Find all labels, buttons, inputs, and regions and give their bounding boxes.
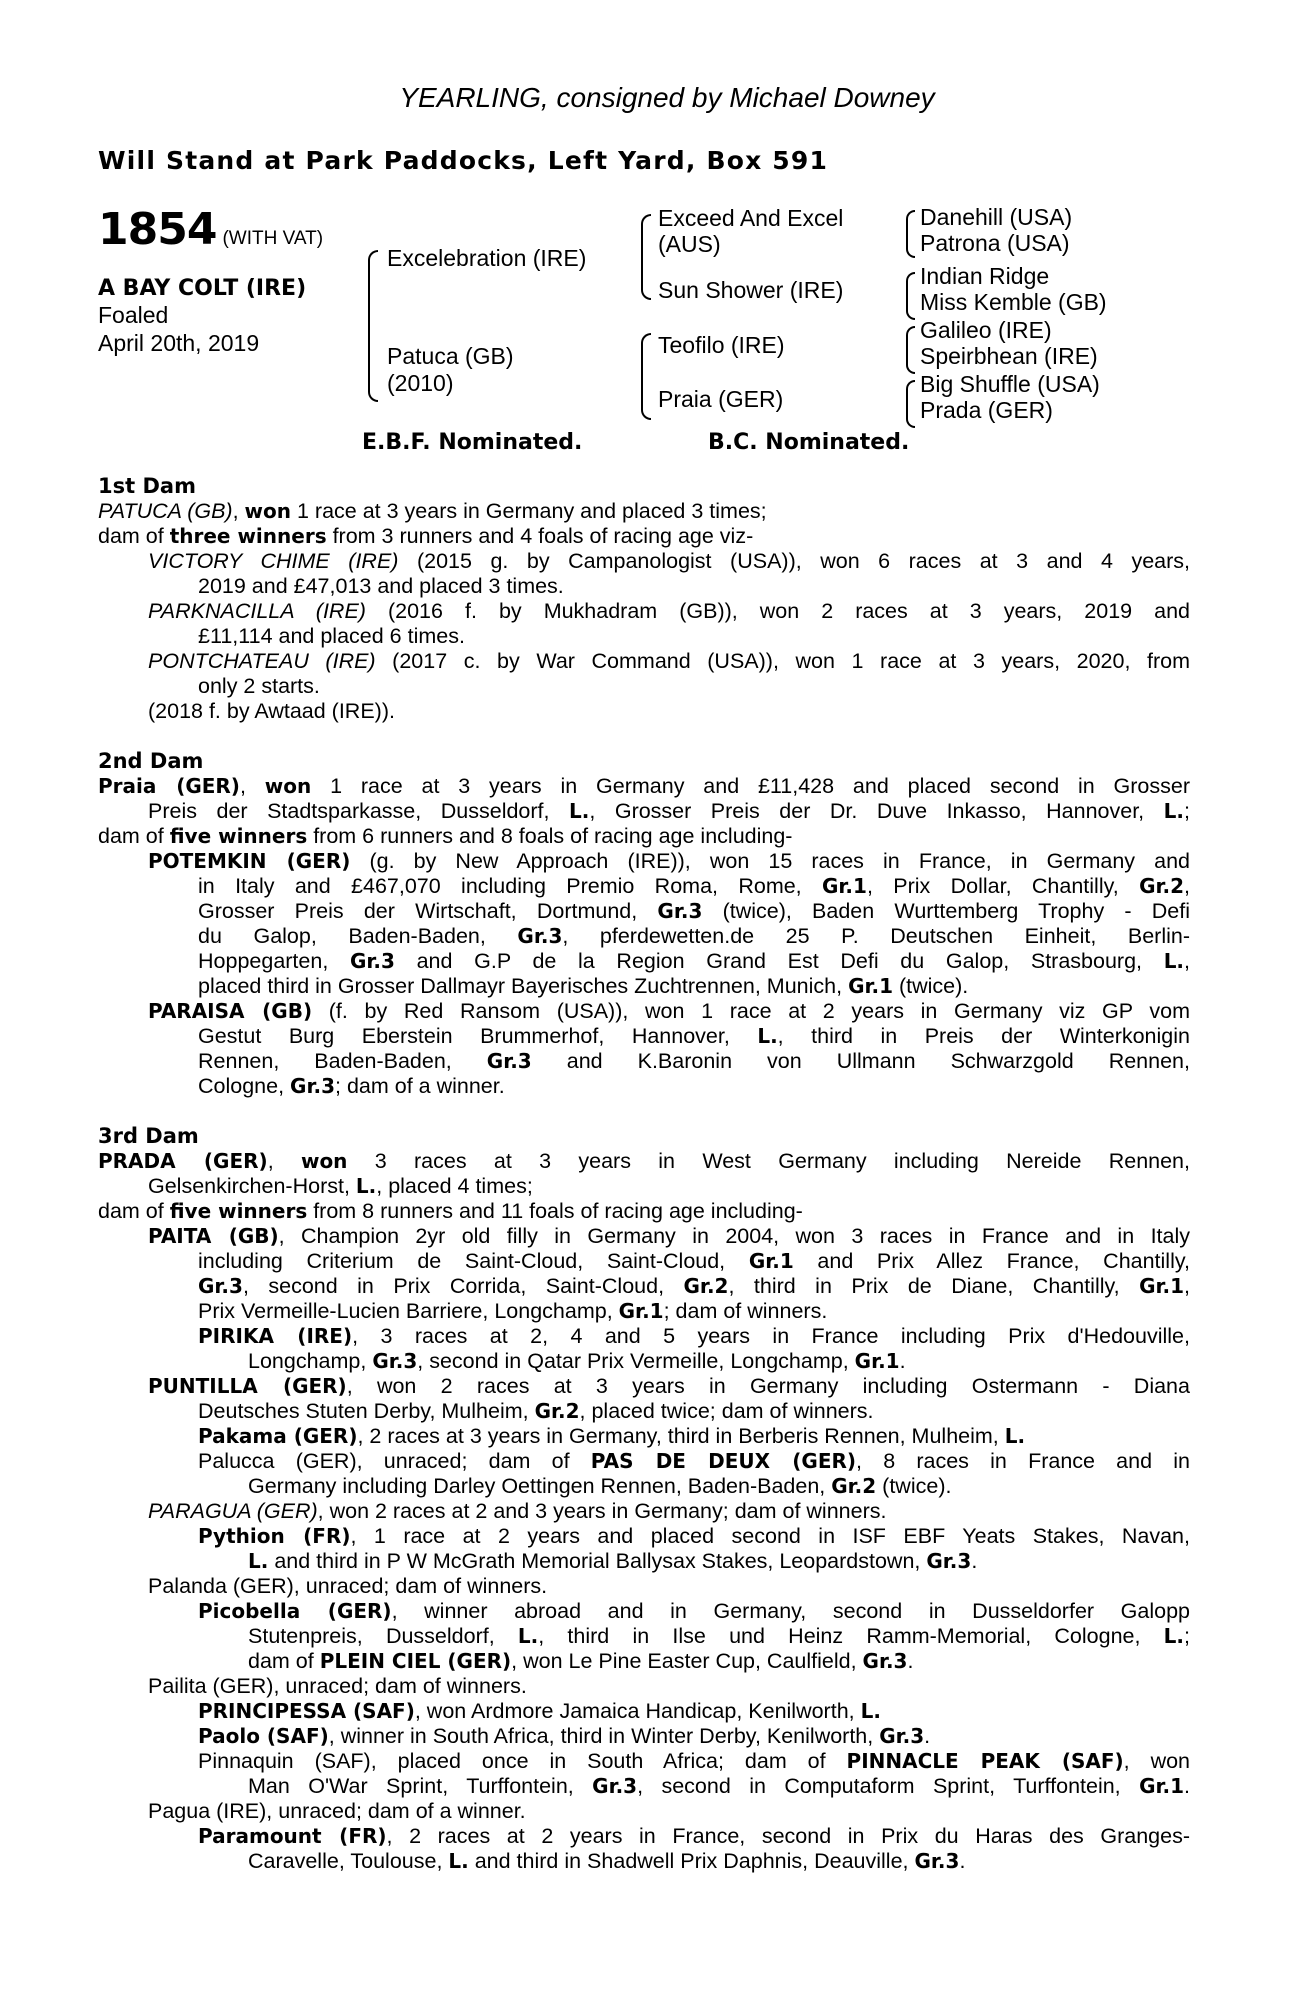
text: Gestut Burg Eberstein Brummerhof, Hannover, [198, 1024, 758, 1048]
record-line [98, 1474, 1190, 1499]
text: Pailita (GER), unraced; dam of winners. [148, 1674, 527, 1698]
text: , placed twice; dam of winners. [579, 1399, 874, 1423]
text: Gelsenkirchen-Horst, [148, 1174, 356, 1198]
text: including Criterium de Saint-Cloud, Saint-Cloud, [198, 1249, 749, 1273]
text: , placed 4 times; [376, 1174, 533, 1198]
record-line [98, 1249, 1190, 1274]
record-line [98, 1674, 1190, 1699]
record-line [98, 1224, 1190, 1249]
bold-text: PINNACLE PEAK (SAF) [846, 1749, 1124, 1773]
text: (2017 c. by War Command (USA)), won 1 race at 3 years, 2020, from [375, 649, 1190, 673]
text: (2018 f. by Awtaad (IRE)). [148, 699, 395, 723]
text: dam of [248, 1649, 320, 1673]
record-line [98, 949, 1190, 974]
third-dam-section [98, 1124, 1190, 1874]
pedigree-sire-dam: Sun Shower (IRE) [658, 277, 844, 303]
text: ; dam of a winner. [335, 1074, 505, 1098]
text: . [907, 1649, 914, 1673]
text: . [1184, 1774, 1190, 1798]
bold-text: Gr.3 [592, 1774, 638, 1798]
vat-note: (WITH VAT) [222, 228, 324, 249]
bold-text: Gr.3 [657, 899, 703, 923]
text: Prix Vermeille-Lucien Barriere, Longchamp, [198, 1299, 619, 1323]
text: Rennen, Baden-Baden, [198, 1049, 487, 1073]
record-line [98, 1074, 1190, 1099]
bold-text: Gr.1 [1139, 1774, 1185, 1798]
text: dam of [98, 824, 170, 848]
record-line [98, 1774, 1190, 1799]
dam-record-body [98, 474, 1190, 1899]
bold-text: three winners [169, 524, 327, 548]
record-line [98, 824, 1190, 849]
record-line [98, 1324, 1190, 1349]
italic-text: PARAGUA (GER) [148, 1499, 318, 1523]
text: ; dam of winners. [663, 1299, 828, 1323]
text: (g. by New Approach (IRE)), won 15 races in France, in Germany and [350, 849, 1190, 873]
text: in Italy and £467,070 including Premio Roma, Rome, [198, 874, 822, 898]
pedigree-g3-3: Indian Ridge [920, 263, 1050, 289]
lot-number: 1854 [98, 204, 217, 255]
text: Caravelle, Toulouse, [248, 1849, 449, 1873]
first-dam-heading: 1st Dam [98, 474, 196, 498]
bold-text: Praia (GER) [98, 774, 240, 798]
text: Pinnaquin (SAF), placed once in South Africa; dam of [198, 1749, 847, 1773]
bold-text: Paolo (SAF) [198, 1724, 329, 1748]
text: , Champion 2yr old filly in Germany in 2004, won 3 races in France and in Italy [278, 1224, 1190, 1248]
text: £11,114 and placed 6 times. [198, 624, 465, 648]
pedigree-bracket-g3-1 [906, 210, 915, 258]
pedigree-g3-7: Big Shuffle (USA) [920, 371, 1100, 397]
record-line [98, 1724, 1190, 1749]
text: . [924, 1724, 931, 1748]
italic-text: VICTORY CHIME (IRE) [148, 549, 399, 573]
pedigree-dam-year: (2010) [387, 370, 454, 396]
lot-number-line [98, 204, 323, 255]
record-line [98, 1649, 1190, 1674]
record-line [98, 774, 1190, 799]
record-line [98, 924, 1190, 949]
bold-text: L. [517, 1624, 539, 1648]
italic-text: PONTCHATEAU (IRE) [148, 649, 376, 673]
bold-text: Gr.2 [831, 1474, 877, 1498]
record-line [98, 1499, 1190, 1524]
record-line [98, 1024, 1190, 1049]
record-line [98, 1799, 1190, 1824]
second-dam-lines [98, 774, 1190, 1099]
text: Cologne, [198, 1074, 291, 1098]
record-line [98, 699, 1190, 724]
first-dam-section [98, 474, 1190, 724]
text: from 6 runners and 8 foals of racing age including- [307, 824, 793, 848]
pedigree-sire-sire: Exceed And Excel [658, 205, 844, 231]
record-line [98, 899, 1190, 924]
pedigree-bracket-sire-dam [368, 250, 378, 402]
text: ; [1184, 1624, 1190, 1648]
text: 1 race at 3 years in Germany and £11,428 and placed second in Grosser [311, 774, 1190, 798]
text: and G.P de la Region Grand Est Defi du Galop, Strasbourg, [394, 949, 1164, 973]
third-dam-heading: 3rd Dam [98, 1124, 199, 1148]
record-line [98, 1524, 1190, 1549]
record-line [98, 649, 1190, 674]
text: Longchamp, [248, 1349, 373, 1373]
text: from 3 runners and 4 foals of racing age viz- [326, 524, 754, 548]
text: . [959, 1849, 966, 1873]
text: , [232, 499, 245, 523]
pedigree-g3-1: Danehill (USA) [920, 204, 1073, 230]
bold-text: five winners [169, 824, 308, 848]
ebf-nominated: E.B.F. Nominated. [362, 430, 583, 455]
text: Germany including Darley Oettingen Rennen, Baden-Baden, [248, 1474, 832, 1498]
pedigree-g3-4: Miss Kemble (GB) [920, 289, 1107, 315]
bold-text: five winners [169, 1199, 308, 1223]
record-line [98, 1624, 1190, 1649]
text: , 3 races at 2, 4 and 5 years in France including Prix d'Hedouville, [352, 1324, 1190, 1348]
text: from 8 runners and 11 foals of racing age including- [307, 1199, 803, 1223]
pedigree-bracket-g3-3 [906, 326, 915, 374]
text: , 2 races at 3 years in Germany, third in Berberis Rennen, Mulheim, [357, 1424, 1005, 1448]
text: , [1184, 874, 1190, 898]
text: and Prix Allez France, Chantilly, [793, 1249, 1190, 1273]
bold-text: L. [355, 1174, 377, 1198]
bold-text: L. [569, 799, 590, 823]
text: (twice). [893, 974, 969, 998]
text: , winner abroad and in Germany, second in Dusseldorfer Galopp [391, 1599, 1191, 1623]
bold-text: POTEMKIN (GER) [148, 849, 351, 873]
bold-text: L. [860, 1699, 881, 1723]
pedigree-bracket-sire-parents [641, 214, 651, 300]
bold-text: Gr.3 [517, 924, 563, 948]
text: ; [1184, 799, 1190, 823]
text: Man O'War Sprint, Turffontein, [248, 1774, 593, 1798]
bold-text: PRINCIPESSA (SAF) [198, 1699, 415, 1723]
text: , [1184, 1274, 1191, 1298]
bold-text: Gr.2 [534, 1399, 580, 1423]
bold-text: Gr.3 [914, 1849, 960, 1873]
record-line [98, 1274, 1190, 1299]
text: , 1 race at 2 years and placed second in ISF EBF Yeats Stakes, Navan, [350, 1524, 1190, 1548]
text: and third in P W McGrath Memorial Ballysax Stakes, Leopardstown, [268, 1549, 927, 1573]
text: Pagua (IRE), unraced; dam of a winner. [148, 1799, 526, 1823]
bold-text: won [264, 774, 312, 798]
bold-text: Gr.1 [1139, 1274, 1185, 1298]
text: , won 2 races at 3 years in Germany including Ostermann - Diana [346, 1374, 1190, 1398]
text: , 8 races in France and in [856, 1449, 1190, 1473]
text: Preis der Stadtsparkasse, Dusseldorf, [148, 799, 570, 823]
pedigree-sire-sire-country: (AUS) [658, 231, 721, 257]
catalogue-title: YEARLING, consigned by Michael Downey [399, 82, 935, 113]
record-line [98, 624, 1190, 649]
bold-text: Gr.3 [862, 1649, 908, 1673]
bold-text: Gr.3 [879, 1724, 925, 1748]
record-line [98, 1749, 1190, 1774]
bold-text: PLEIN CIEL (GER) [319, 1649, 512, 1673]
text: , third in Ilse und Heinz Ramm-Memorial, Cologne, [538, 1624, 1164, 1648]
bc-nominated: B.C. Nominated. [708, 430, 910, 455]
text: , 2 races at 2 years in France, second in Prix du Haras des Granges- [386, 1824, 1191, 1848]
bold-text: PIRIKA (IRE) [198, 1324, 353, 1348]
italic-text: PATUCA (GB) [98, 499, 233, 523]
text: , [1184, 949, 1191, 973]
bold-text: Gr.2 [1139, 874, 1185, 898]
bold-text: Pythion (FR) [198, 1524, 351, 1548]
record-line [98, 1049, 1190, 1074]
record-line [98, 1349, 1190, 1374]
bold-text: L. [1163, 799, 1185, 823]
text: , Prix Dollar, Chantilly, [866, 874, 1140, 898]
record-line [98, 1424, 1190, 1449]
text: Palanda (GER), unraced; dam of winners. [148, 1574, 548, 1598]
record-line [98, 1199, 1190, 1224]
text: , third in Prix de Diane, Chantilly, [728, 1274, 1140, 1298]
bold-text: Gr.3 [372, 1349, 418, 1373]
record-line [98, 599, 1190, 624]
text: , pferdewetten.de 25 P. Deutschen Einheit, Berlin- [562, 924, 1190, 948]
text: Palucca (GER), unraced; dam of [198, 1449, 591, 1473]
pedigree-dam-sire: Teofilo (IRE) [658, 332, 785, 358]
bold-text: Gr.3 [198, 1274, 243, 1298]
text: (2015 g. by Campanologist (USA)), won 6 races at 3 and 4 years, [398, 549, 1191, 573]
pedigree-dam-dam: Praia (GER) [658, 386, 784, 412]
record-line [98, 849, 1190, 874]
bold-text: Gr.1 [748, 1249, 794, 1273]
text: dam of [98, 1199, 170, 1223]
record-line [98, 1174, 1190, 1199]
record-line [98, 1449, 1190, 1474]
pedigree-bracket-g3-4 [906, 380, 915, 428]
first-dam-lines [98, 499, 1190, 724]
bold-text: L. [248, 1549, 269, 1573]
text: du Galop, Baden-Baden, [198, 924, 518, 948]
text: , won Ardmore Jamaica Handicap, Kenilworth, [414, 1699, 861, 1723]
bold-text: PUNTILLA (GER) [148, 1374, 347, 1398]
bold-text: L. [1004, 1424, 1026, 1448]
bold-text: Gr.3 [486, 1049, 532, 1073]
bold-text: L. [1163, 1624, 1185, 1648]
foaled-date: April 20th, 2019 [98, 330, 260, 356]
text: , second in Computaform Sprint, Turffontein, [637, 1774, 1140, 1798]
record-line [98, 1549, 1190, 1574]
bold-text: PAS DE DEUX (GER) [590, 1449, 857, 1473]
bold-text: Gr.2 [683, 1274, 729, 1298]
bold-text: Gr.3 [290, 1074, 335, 1098]
record-line [98, 674, 1190, 699]
bold-text: L. [1163, 949, 1185, 973]
text: (f. by Red Ransom (USA)), won 1 race at 2 years in Germany viz GP vom [312, 999, 1190, 1023]
record-line [98, 1149, 1190, 1174]
pedigree-g3-6: Speirbhean (IRE) [920, 343, 1098, 369]
bold-text: PRADA (GER) [98, 1149, 268, 1173]
text: Hoppegarten, [198, 949, 350, 973]
text: , third in Preis der Winterkonigin [777, 1024, 1190, 1048]
record-line [98, 799, 1190, 824]
text: 2019 and £47,013 and placed 3 times. [198, 574, 564, 598]
text: . [899, 1349, 906, 1373]
text: (twice), Baden Wurttemberg Trophy - Defi [702, 899, 1190, 923]
pedigree-bracket-g3-2 [906, 272, 915, 320]
record-line [98, 549, 1190, 574]
record-line [98, 1574, 1190, 1599]
text: , second in Prix Corrida, Saint-Cloud, [242, 1274, 684, 1298]
text: and third in Shadwell Prix Daphnis, Deauville, [468, 1849, 915, 1873]
pedigree-g3-8: Prada (GER) [920, 397, 1053, 423]
bold-text: won [244, 499, 291, 523]
text: 1 race at 3 years in Germany and placed 3 times; [291, 499, 767, 523]
pedigree-g3-5: Galileo (IRE) [920, 317, 1052, 343]
record-line [98, 1299, 1190, 1324]
bold-text: won [300, 1149, 348, 1173]
bold-text: L. [448, 1849, 469, 1873]
text: Stutenpreis, Dusseldorf, [248, 1624, 518, 1648]
record-line [98, 1699, 1190, 1724]
foaled-label: Foaled [98, 302, 169, 328]
bold-text: Gr.1 [848, 974, 894, 998]
record-line [98, 874, 1190, 899]
text: (twice). [876, 1474, 952, 1498]
text: , second in Qatar Prix Vermeille, Longchamp, [417, 1349, 855, 1373]
record-line [98, 574, 1190, 599]
bold-text: Gr.1 [822, 874, 867, 898]
pedigree-bracket-dam-parents [641, 333, 651, 420]
bold-text: Gr.3 [349, 949, 395, 973]
record-line [98, 499, 1190, 524]
text: 3 races at 3 years in West Germany including Nereide Rennen, [347, 1149, 1190, 1173]
record-line [98, 999, 1190, 1024]
bold-text: Gr.1 [618, 1299, 664, 1323]
bold-text: Paramount (FR) [198, 1824, 387, 1848]
record-line [98, 1374, 1190, 1399]
text: only 2 starts. [198, 674, 320, 698]
third-dam-lines [98, 1149, 1190, 1874]
text: (2016 f. by Mukhadram (GB)), won 2 races at 3 years, 2019 and [365, 599, 1191, 623]
text: placed third in Grosser Dallmayr Bayerisches Zuchtrennen, Munich, [198, 974, 849, 998]
bold-text: L. [757, 1024, 778, 1048]
text: . [971, 1549, 978, 1573]
text: , won 2 races at 2 and 3 years in Germany; dam of winners. [317, 1499, 887, 1523]
bold-text: Picobella (GER) [198, 1599, 392, 1623]
text: , [239, 774, 265, 798]
bold-text: Pakama (GER) [198, 1424, 358, 1448]
second-dam-section [98, 749, 1190, 1099]
record-line [98, 1849, 1190, 1874]
horse-description: A BAY COLT (IRE) [98, 276, 307, 301]
text: Grosser Preis der Wirtschaft, Dortmund, [198, 899, 658, 923]
bold-text: Gr.1 [854, 1349, 900, 1373]
bold-text: PAITA (GB) [148, 1224, 279, 1248]
text: dam of [98, 524, 170, 548]
record-line [98, 524, 1190, 549]
second-dam-heading: 2nd Dam [98, 749, 204, 773]
record-line [98, 1599, 1190, 1624]
text: , won Le Pine Easter Cup, Caulfield, [511, 1649, 863, 1673]
text: , Grosser Preis der Dr. Duve Inkasso, Hannover, [589, 799, 1164, 823]
pedigree-sire: Excelebration (IRE) [387, 245, 587, 271]
record-line [98, 974, 1190, 999]
bold-text: Gr.3 [926, 1549, 972, 1573]
pedigree-g3-2: Patrona (USA) [920, 230, 1070, 256]
text: and K.Baronin von Ullmann Schwarzgold Rennen, [531, 1049, 1190, 1073]
bold-text: PARAISA (GB) [148, 999, 313, 1023]
text: , won [1123, 1749, 1191, 1773]
pedigree-dam: Patuca (GB) [387, 343, 514, 369]
text: , winner in South Africa, third in Winter Derby, Kenilworth, [328, 1724, 880, 1748]
record-line [98, 1824, 1190, 1849]
record-line [98, 1399, 1190, 1424]
stand-location: Will Stand at Park Paddocks, Left Yard, Box 591 [98, 146, 829, 175]
text: , [267, 1149, 301, 1173]
italic-text: PARKNACILLA (IRE) [148, 599, 366, 623]
text: Deutsches Stuten Derby, Mulheim, [198, 1399, 535, 1423]
